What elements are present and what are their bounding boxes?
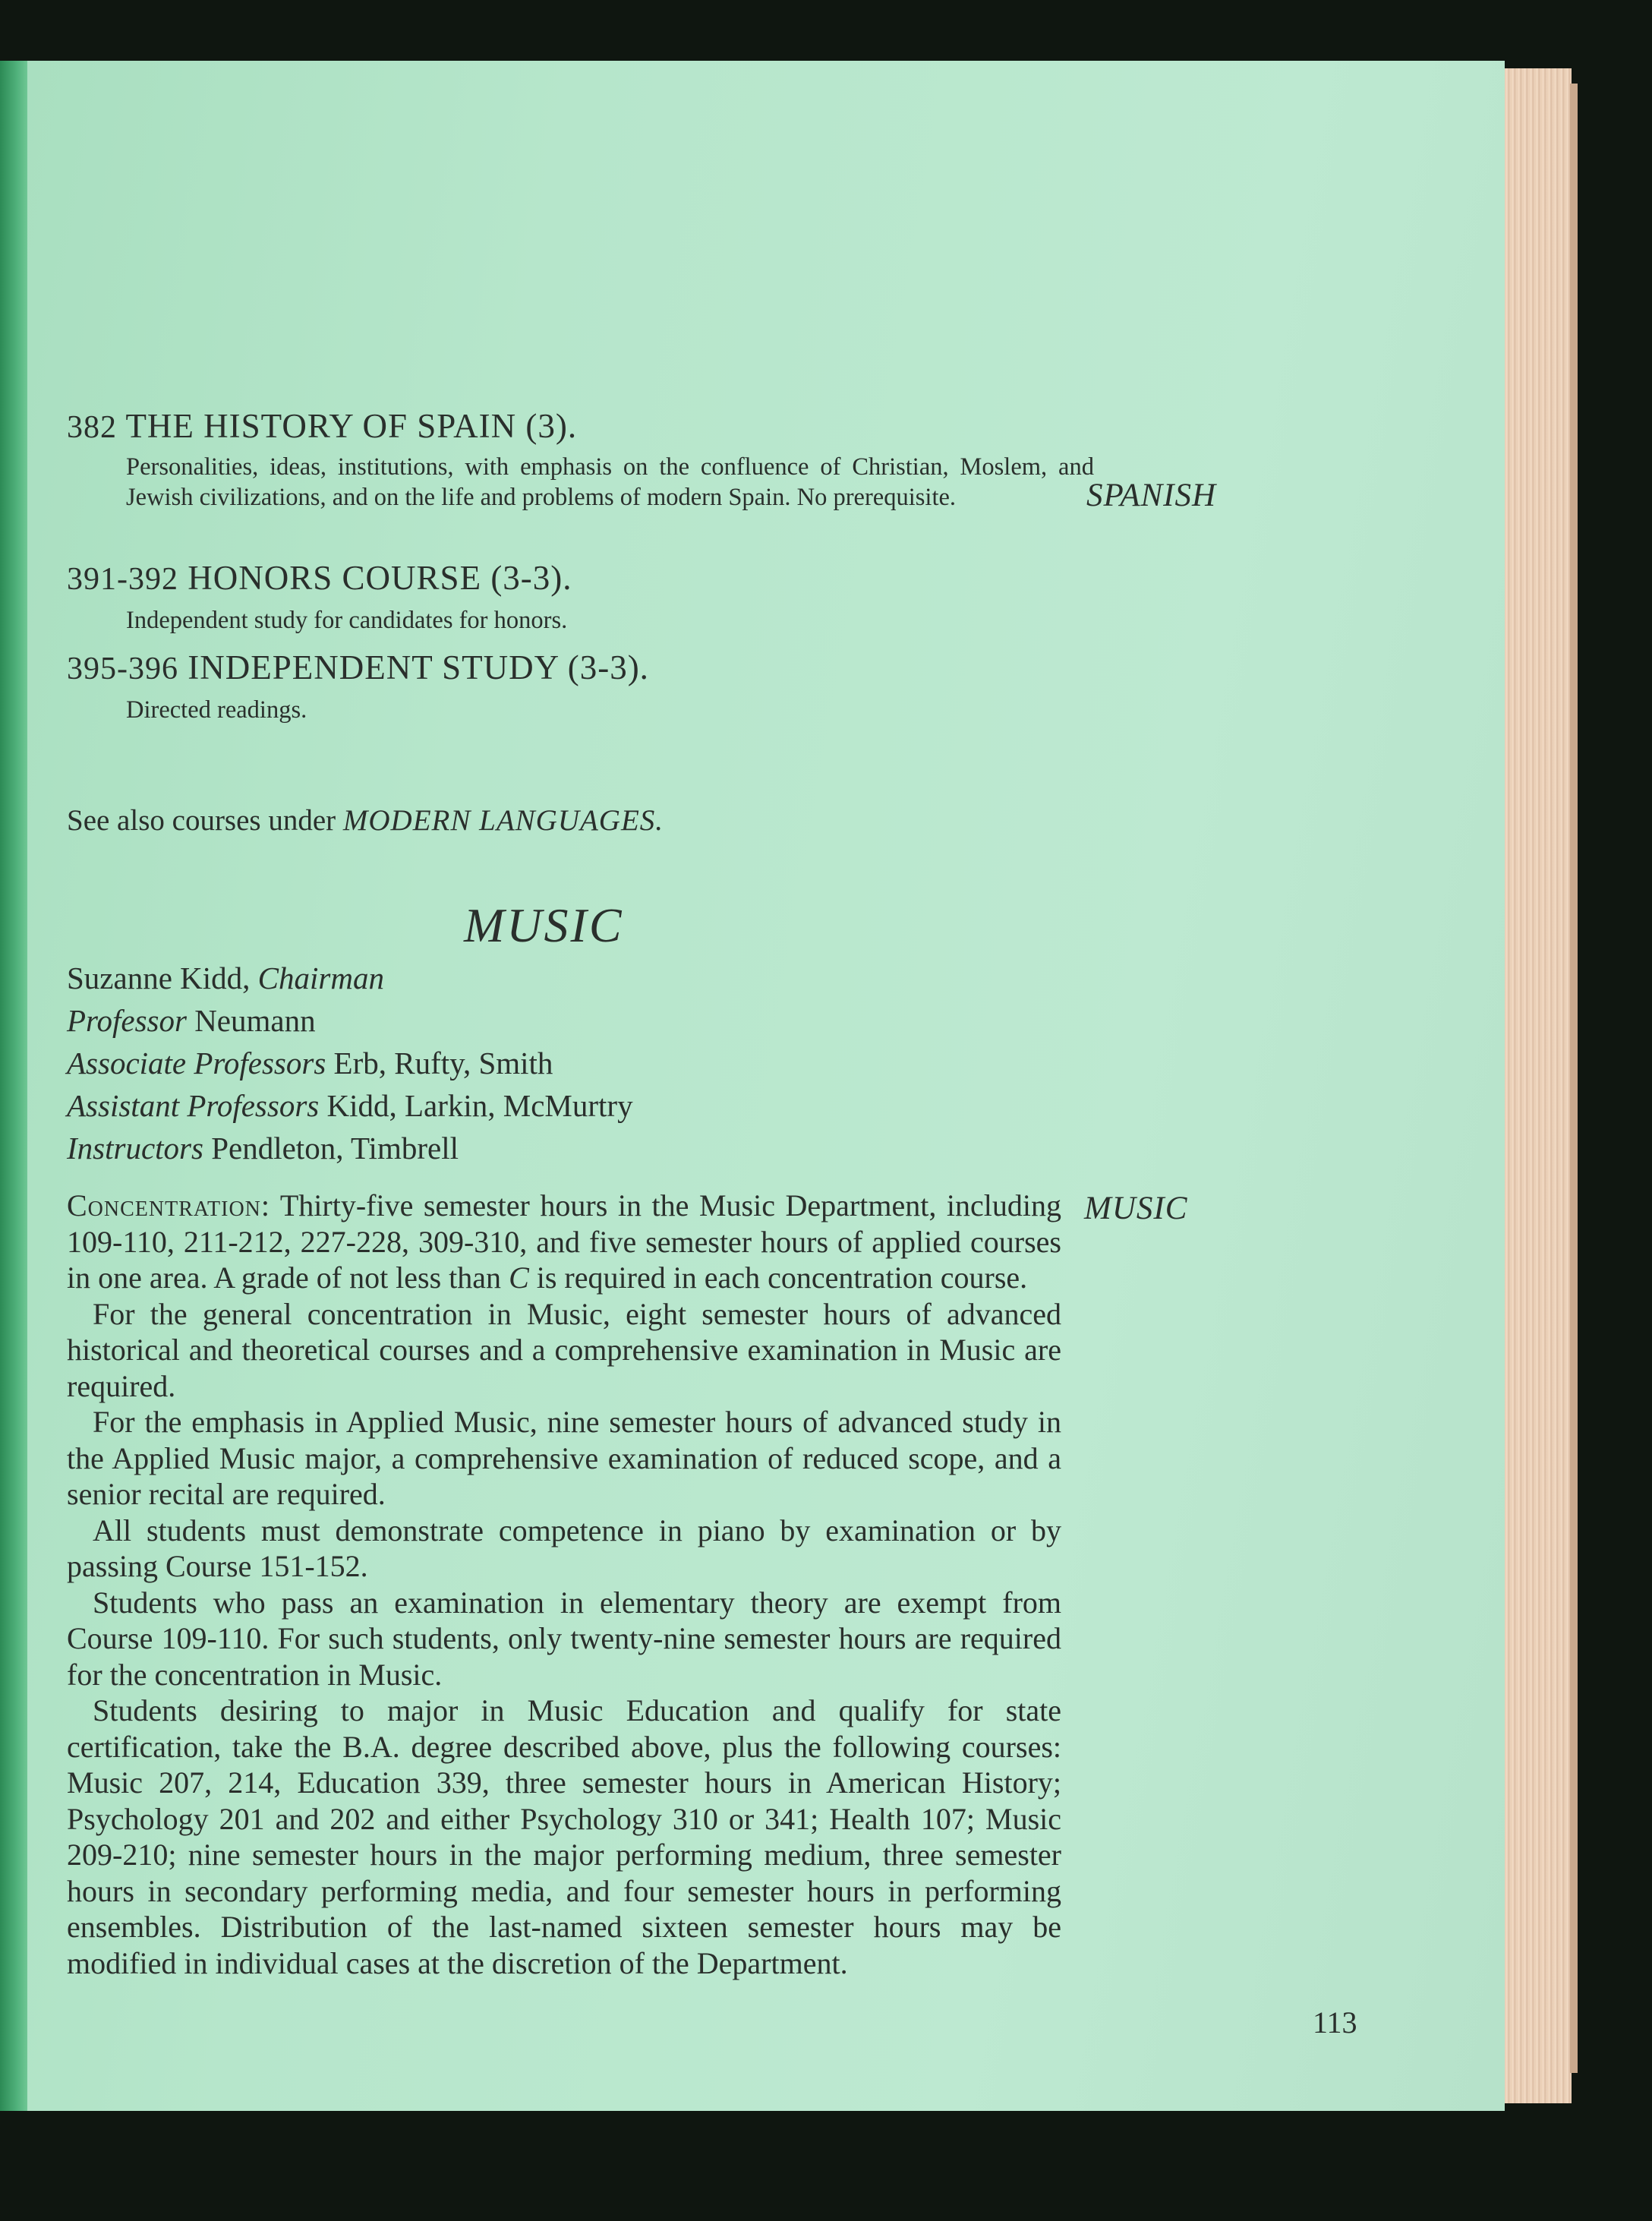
course-391-392-description <box>126 605 1094 636</box>
staff-role: Instructors <box>67 1131 203 1166</box>
catalog-page <box>27 61 1505 2111</box>
course-391-392-heading <box>67 558 572 598</box>
course-382-description <box>126 452 1094 513</box>
staff-chairman <box>67 957 633 999</box>
page-edges <box>1505 68 1572 2103</box>
body-paragraph: Students desiring to major in Music Education and qualify for state certification, take the B.A. degree described above, plus the following courses: Music 207, 214, Education 339, three semester hours in American History; Psychology 201 and 202 and either Psychology 310 or 341; Health 107; Music 209-210; nine semester hours in the major performing medium, three semester hours in secondary performing media, and four semester hours in performing ensembles. Distribution of the last-named sixteen semester hours may be modified in individual cases at the discretion of the Department. <box>67 1693 1061 1980</box>
see-also-prefix: See also courses under <box>67 804 343 837</box>
book-spine <box>0 61 27 2111</box>
staff-names: Kidd, Larkin, McMurtry <box>319 1088 633 1123</box>
body-paragraph: For the general concentration in Music, eight semester hours of advanced historical and theoretical courses and a comprehensive examination in Music are required. <box>67 1296 1061 1403</box>
body-paragraph: All students must demonstrate competence in piano by examination or by passing Course 151-152. <box>67 1513 1061 1583</box>
staff-professor <box>67 999 633 1042</box>
course-title: INDEPENDENT STUDY (3-3). <box>188 648 649 686</box>
course-395-396-heading <box>67 648 649 687</box>
concentration-paragraph <box>67 1188 1061 1296</box>
course-description: Directed readings. <box>126 696 307 724</box>
side-heading-spanish: SPANISH <box>1086 478 1217 513</box>
staff-assistant-professors <box>67 1084 633 1127</box>
course-382-heading <box>67 406 577 446</box>
section-title: MUSIC <box>464 898 624 952</box>
body-paragraph: Students who pass an examination in elementary theory are exempt from Course 109-110. For such students, only twenty-nine semester hours are required for the concentration in Music. <box>67 1585 1061 1692</box>
course-title: HONORS COURSE (3-3). <box>188 559 572 597</box>
concentration-text: Thirty-five semester hours in the Music Department, including 109-110, 211-212, 227-228, 309-310, and five semester hours of applied courses in one area. A grade of not less than <box>67 1188 1061 1295</box>
staff-names: Neumann <box>186 1003 316 1038</box>
staff-role: Assistant Professors <box>67 1088 320 1123</box>
course-number: 391-392 <box>67 562 178 597</box>
staff-title: Chairman <box>257 961 384 995</box>
staff-instructors <box>67 1127 633 1169</box>
staff-role: Professor <box>67 1003 187 1038</box>
see-also-note <box>67 803 664 838</box>
course-title: THE HISTORY OF SPAIN (3). <box>125 407 578 445</box>
concentration-label: Concentration: <box>67 1188 270 1222</box>
staff-associate-professors <box>67 1042 633 1084</box>
staff-list <box>67 957 633 1169</box>
staff-names: Pendleton, Timbrell <box>203 1131 459 1166</box>
course-number: 382 <box>67 410 117 445</box>
body-paragraph: For the emphasis in Applied Music, nine semester hours of advanced study in the Applied Music major, a comprehensive examination of reduced scope, and a senior recital are required. <box>67 1405 1061 1511</box>
staff-names: Suzanne Kidd, <box>67 961 258 995</box>
see-also-link: MODERN LANGUAGES. <box>342 804 664 837</box>
course-395-396-description <box>126 695 1094 725</box>
staff-role: Associate Professors <box>67 1046 326 1081</box>
grade-letter: C <box>509 1260 529 1295</box>
course-description: Independent study for candidates for honors. <box>126 607 568 634</box>
concentration-text-end: is required in each concentration course. <box>528 1260 1028 1295</box>
course-description: Personalities, ideas, institutions, with emphasis on the confluence of Christian, Moslem, and Jewish civilizations, and on the life and problems of modern Spain. No prerequisite. <box>126 453 1094 511</box>
course-number: 395-396 <box>67 651 178 686</box>
page-number: 113 <box>1313 2005 1357 2040</box>
concentration-body <box>67 1188 1061 1981</box>
side-heading-music: MUSIC <box>1084 1191 1188 1226</box>
staff-names: Erb, Rufty, Smith <box>326 1046 553 1081</box>
